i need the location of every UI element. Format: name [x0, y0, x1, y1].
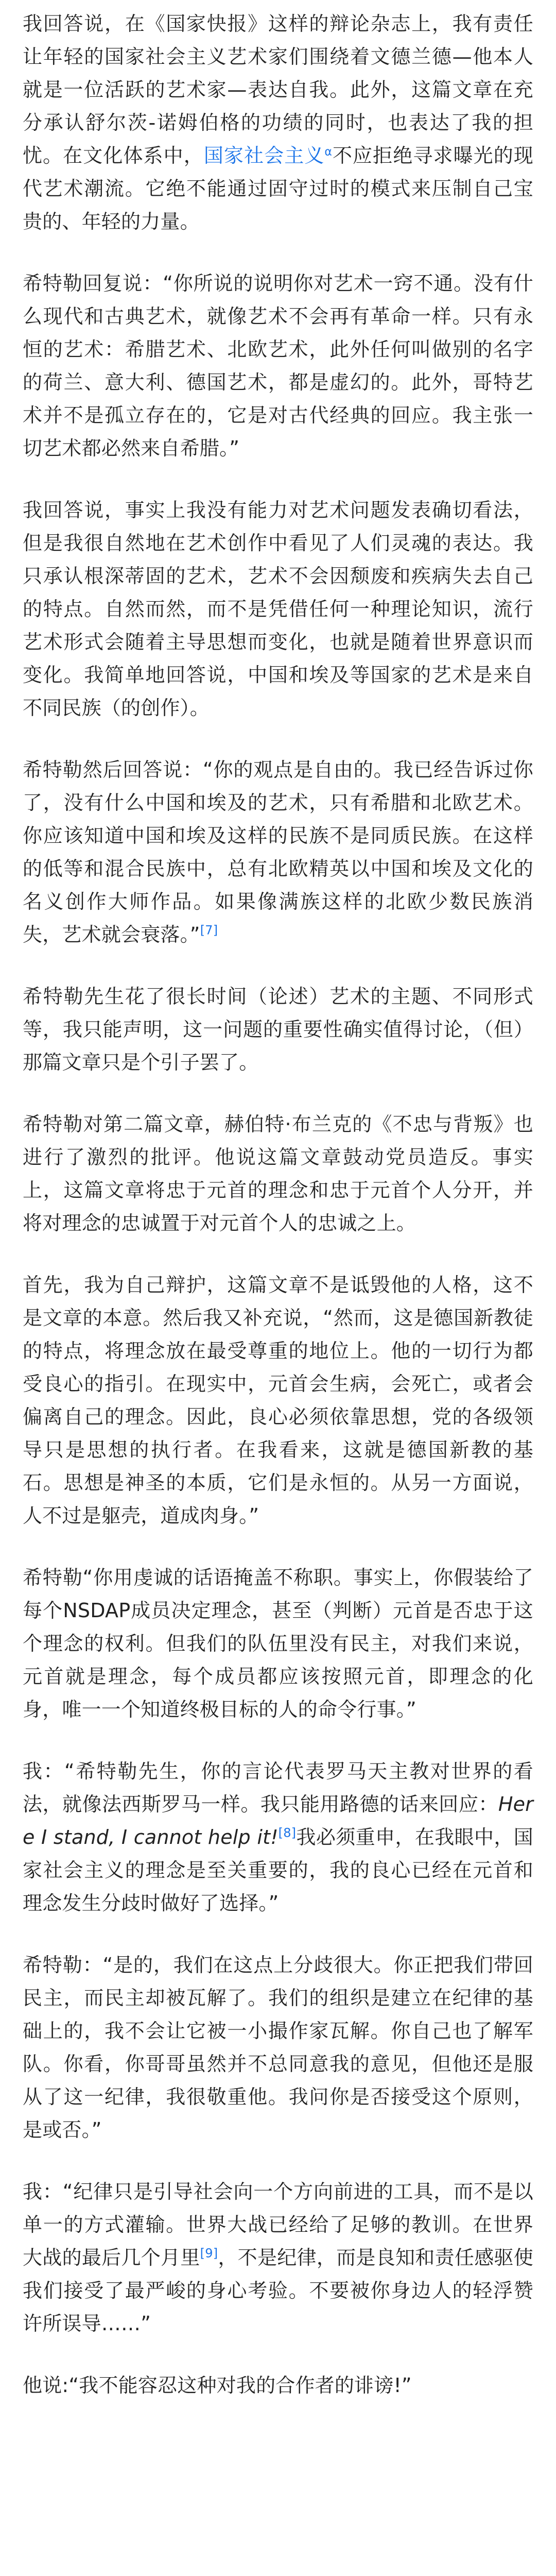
article-paragraph [23, 2369, 533, 2402]
paragraph-text: 不应拒绝寻求曝光的现代艺术潮流。它绝不能通过固守过时的模式来压制自己宝贵的、年轻的力量。 [23, 144, 533, 233]
paragraph-text: 我：“纪律只是引导社会向一个方向前进的工具，而不是以单一的方式灌输。世界大战已经给了足够的教训。在世界大战的最后几个月里 [23, 2180, 533, 2269]
article-paragraph [23, 1108, 533, 1240]
paragraph-text: 首先，我为自己辩护，这篇文章不是诋毁他的人格，这不是文章的本意。然后我又补充说，“然而，这是德国新教徒的特点，将理念放在最受尊重的地位上。他的一切行为都受良心的指引。在现实中，元首会生病，会死亡，或者会偏离自己的理念。因此，良心必须依靠思想，党的各级领导只是思想的执行者。在我看来，这就是德国新教的基石。思想是神圣的本质，它们是永恒的。从另一方面说，人不过是躯壳，道成肉身。” [23, 1274, 533, 1527]
article-paragraph [23, 753, 533, 951]
paragraph-text: 希特勒然后回答说：“你的观点是自由的。我已经告诉过你了，没有什么中国和埃及的艺术，只有希腊和北欧艺术。你应该知道中国和埃及这样的民族不是同质民族。在这样的低等和混合民族中，总有北欧精英以中国和埃及文化的名义创作大师作品。如果像满族这样的北欧少数民族消失，艺术就会衰落。” [23, 758, 533, 946]
annotation-ref-link[interactable]: α [324, 145, 333, 159]
article-paragraph [23, 980, 533, 1079]
article-paragraph [23, 1561, 533, 1726]
paragraph-text: 希特勒“你用虔诚的话语掩盖不称职。事实上，你假装给了每个NSDAP成员决定理念，甚至（判断）元首是否忠于这个理念的权利。但我们的队伍里没有民主，对我们来说，元首就是理念，每个成员都应该按照元首，即理念的化身，唯一一个知道终极目标的人的命令行事。” [23, 1566, 533, 1721]
footnote-ref-link[interactable]: [9] [200, 2246, 218, 2261]
paragraph-text: 他说:“我不能容忍这种对我的合作者的诽谤!” [23, 2374, 412, 2397]
article-paragraph [23, 2175, 533, 2340]
paragraph-text: 我：“希特勒先生，你的言论代表罗马天主教对世界的看法，就像法西斯罗马一样。我只能用路德的话来回应： [23, 1760, 533, 1816]
paragraph-text: 我回答说，在《国家快报》这样的辩论杂志上，我有责任让年轻的国家社会主义艺术家们围绕着文德兰德—他本人就是一位活跃的艺术家—表达自我。此外，这篇文章在充分承认舒尔茨-诺姆伯格的功绩的同时，也表达了我的担忧。在文化体系中， [23, 12, 533, 167]
article-paragraph [23, 494, 533, 724]
paragraph-text: 希特勒：“是的，我们在这点上分歧很大。你正把我们带回民主，而民主却被瓦解了。我们的组织是建立在纪律的基础上的，我不会让它被一小撮作家瓦解。你自己也了解军队。你看，你哥哥虽然并不总同意我的意见，但他还是服从了这一纪律，我很敬重他。我问你是否接受这个原则，是或否。” [23, 1954, 533, 2141]
article-paragraph [23, 1948, 533, 2146]
italic-quote: Here I stand, I cannot help it! [23, 1793, 533, 1849]
article-paragraph [23, 1268, 533, 1532]
paragraph-text: 希特勒对第二篇文章，赫伯特·布兰克的《不忠与背叛》也进行了激烈的批评。他说这篇文章鼓动党员造反。事实上，这篇文章将忠于元首的理念和忠于元首个人分开，并将对理念的忠诚置于对元首个人的忠诚之上。 [23, 1113, 533, 1234]
article-paragraph [23, 7, 533, 238]
paragraph-text: ，不是纪律，而是良知和责任感驱使我们接受了最严峻的身心考验。不要被你身边人的轻浮赞许所误导……” [23, 2246, 533, 2335]
paragraph-text: 希特勒回复说：“你所说的说明你对艺术一窍不通。没有什么现代和古典艺术，就像艺术不会再有革命一样。只有永恒的艺术：希腊艺术、北欧艺术，此外任何叫做别的名字的荷兰、意大利、德国艺术，都是虚幻的。此外，哥特艺术并不是孤立存在的，它是对古代经典的回应。我主张一切艺术都必然来自希腊。” [23, 272, 533, 460]
footnote-ref-link[interactable]: [8] [278, 1825, 297, 1840]
paragraph-text: 我回答说，事实上我没有能力对艺术问题发表确切看法，但是我很自然地在艺术创作中看见了人们灵魂的表达。我只承认根深蒂固的艺术，艺术不会因颓废和疾病失去自己的特点。自然而然，而不是凭借任何一种理论知识，流行艺术形式会随着主导思想而变化，也就是随着世界意识而变化。我简单地回答说，中国和埃及等国家的艺术是来自不同民族（的创作）。 [23, 499, 533, 719]
article-paragraph [23, 1755, 533, 1920]
paragraph-text: 希特勒先生花了很长时间（论述）艺术的主题、不同形式等，我只能声明，这一问题的重要性确实值得讨论，（但）那篇文章只是个引子罢了。 [23, 985, 533, 1074]
paragraph-text: 我必须重申，在我眼中，国家社会主义的理念是至关重要的，我的良心已经在元首和理念发生分歧时做好了选择。” [23, 1826, 533, 1914]
footnote-ref-link[interactable]: [7] [200, 923, 218, 938]
article-paragraph [23, 267, 533, 465]
inline-link[interactable]: 国家社会主义 [203, 144, 325, 167]
